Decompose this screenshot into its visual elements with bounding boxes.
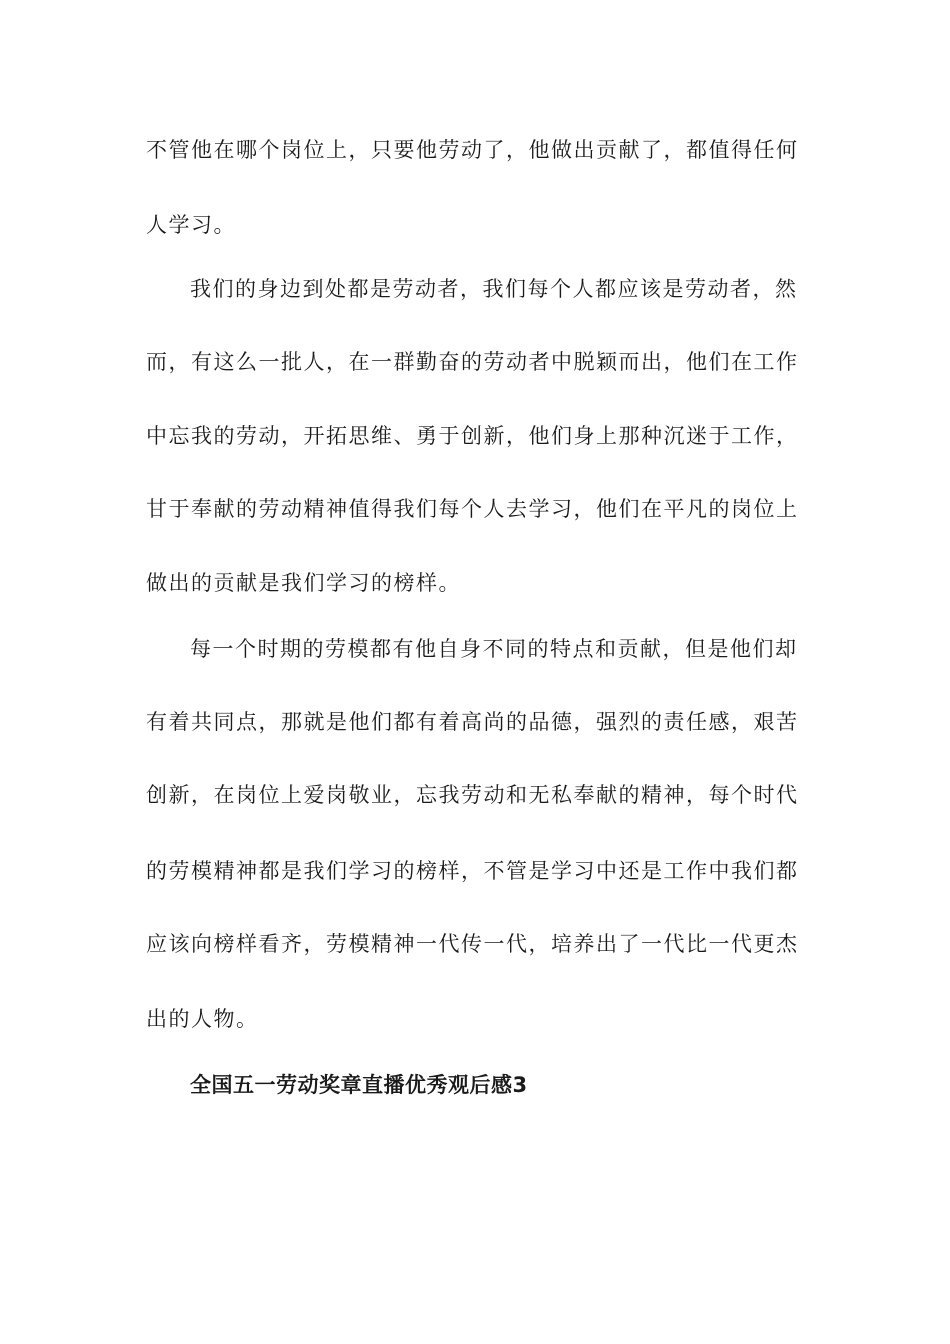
paragraph-2-line-3: 中忘我的劳动，开拓思维、勇于创新，他们身上那种沉迷于工作， [146, 424, 799, 448]
paragraph-2-line-2: 而，有这么一批人，在一群勤奋的劳动者中脱颖而出，他们在工作 [146, 350, 799, 374]
paragraph-3-line-6: 出的人物。 [146, 1007, 259, 1031]
paragraph-3-line-3: 创新，在岗位上爱岗敬业，忘我劳动和无私奉献的精神，每个时代 [146, 783, 799, 807]
paragraph-3-line-2: 有着共同点，那就是他们都有着高尚的品德，强烈的责任感，艰苦 [146, 710, 799, 734]
paragraph-1-line-2: 人学习。 [146, 213, 236, 237]
paragraph-2-line-1: 我们的身边到处都是劳动者，我们每个人都应该是劳动者，然 [190, 277, 798, 301]
paragraph-1-line-1: 不管他在哪个岗位上，只要他劳动了，他做出贡献了，都值得任何 [146, 138, 799, 162]
paragraph-3-line-5: 应该向榜样看齐，劳模精神一代传一代，培养出了一代比一代更杰 [146, 932, 799, 956]
paragraph-3-line-1: 每一个时期的劳模都有他自身不同的特点和贡献，但是他们却 [190, 637, 798, 661]
paragraph-2-line-4: 甘于奉献的劳动精神值得我们每个人去学习，他们在平凡的岗位上 [146, 497, 799, 521]
paragraph-2-line-5: 做出的贡献是我们学习的榜样。 [146, 571, 461, 595]
paragraph-3-line-4: 的劳模精神都是我们学习的榜样，不管是学习中还是工作中我们都 [146, 859, 799, 883]
section-heading: 全国五一劳动奖章直播优秀观后感3 [190, 1073, 528, 1097]
